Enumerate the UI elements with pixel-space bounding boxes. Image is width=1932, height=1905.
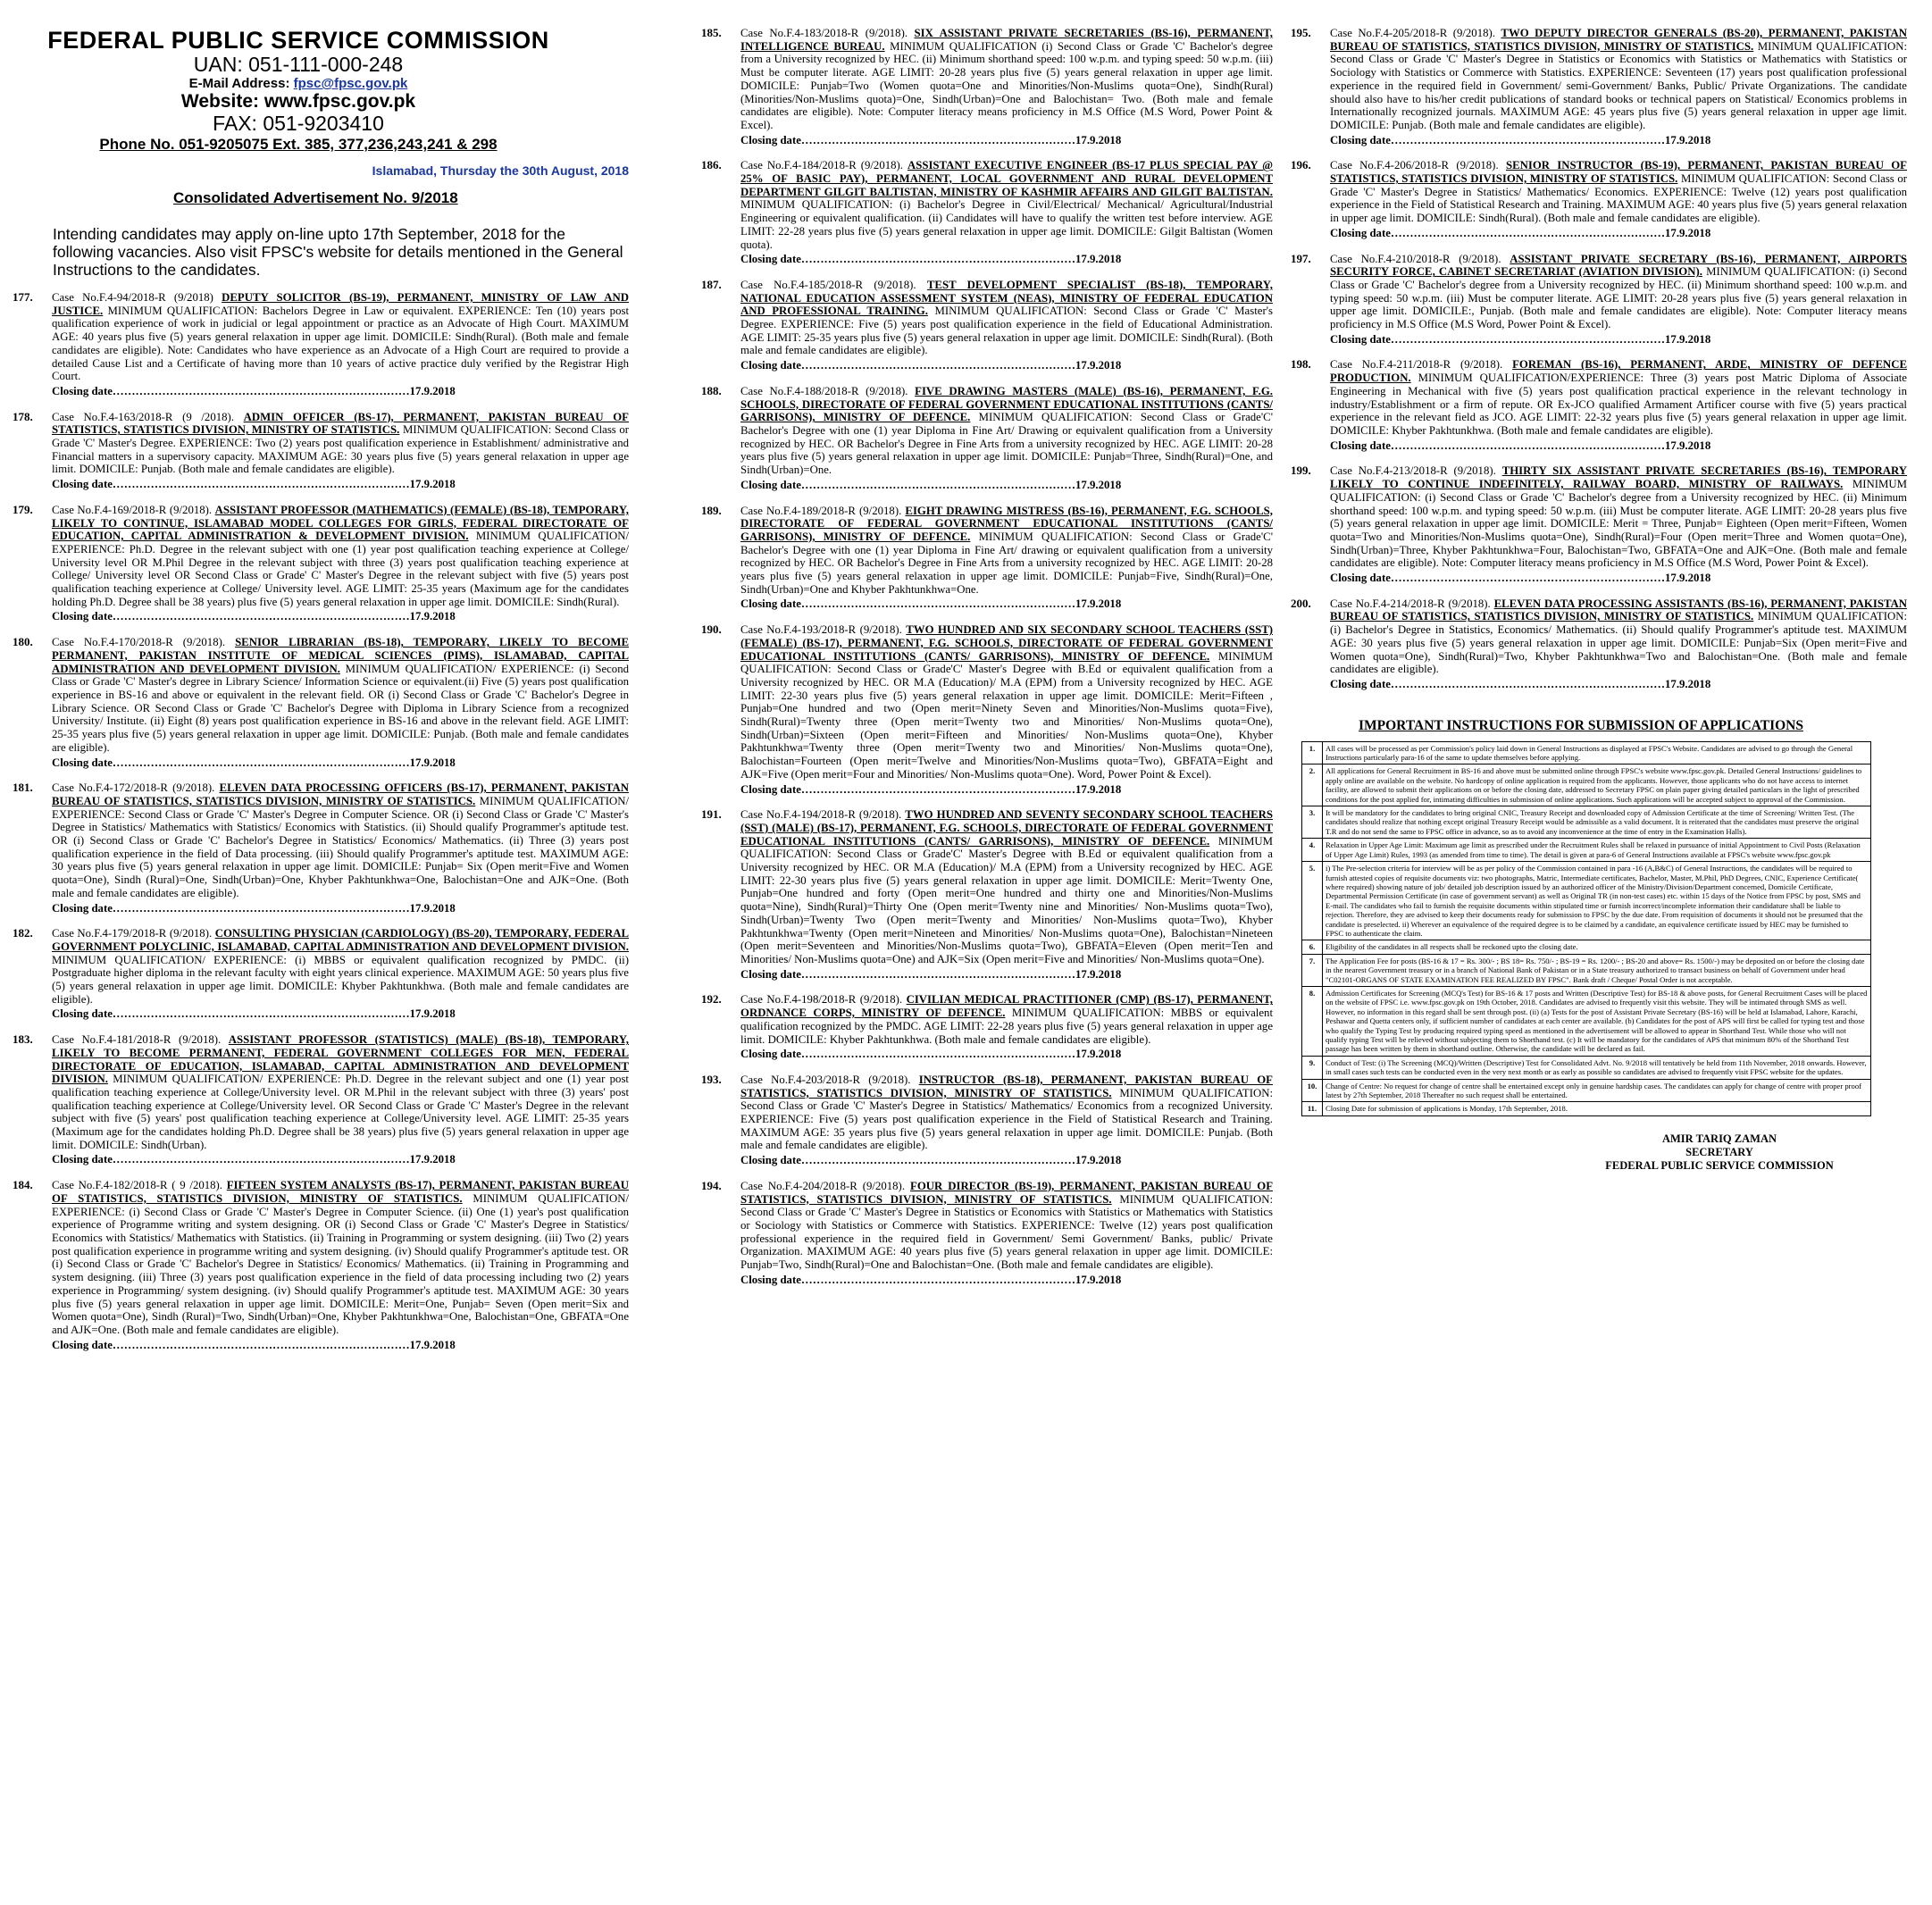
closing-date: Closing date………………………………………………………………17.9.2018: [740, 1048, 1122, 1061]
case-entry: [13, 1179, 629, 1351]
case-entry: [13, 411, 629, 491]
case-number: 182.: [13, 926, 33, 940]
case-reference: Case No.F.4-183/2018-R (9/2018).: [740, 27, 908, 39]
case-number: 198.: [1291, 357, 1311, 372]
case-entry: [13, 1033, 629, 1166]
instruction-number: 4.: [1302, 839, 1323, 862]
case-entry: [1291, 597, 1907, 691]
closing-date: Closing date……………………………………………………………………17.9.2018: [52, 756, 456, 769]
case-details: MINIMUM QUALIFICATION: Second Class or Grade'C' Master's Degree with B.Ed or equivalent qualification from a University recognized by HEC. OR M.A (Education)/ M.A (EPM) from a University recognized by HEC. AGE LIMIT: 22-30 years plus five (5) years general relaxation in upper age limit. DOMICILE: Merit=Twenty One, Punjab=One hundred and forty (Open merit=One hundred and thirty one and Minorities/Non-Muslims quota=Nine), Sindh(Rural)=Thirty One (Open merit=Twenty nine and Minorities/ Non-Muslims quota=Two), Sindh(Urban)=Twenty Two (Open merit=Twenty and Minorities/ Non-Muslims quota=Two), Khyber Pakhtunkhwa=Twenty (Open merit=Nineteen and Minorities/ Non-Muslims quota=One), Balochistan=Nineteen (Open merit=Seventeen and Minorities/Non-Muslims quota=Two), GBFATA=Eleven (Open merit=Ten and Minorities/ Non-Muslims quota=One) and AJK=Six (Open merit=Five and Minorities/ Non-Muslims quota=One).: [740, 834, 1273, 965]
post-title: TEST DEVELOPMENT SPECIALIST (BS-18), TEMPORARY, NATIONAL EDUCATION ASSESSMENT SYSTEM (NEAS), MINISTRY OF FEDERAL EDUCATION AND PROFESSIONAL TRAINING.: [740, 278, 1273, 318]
case-reference: Case No.F.4-206/2018-R (9/2018).: [1330, 159, 1499, 172]
case-reference: Case No.F.4-214/2018-R (9/2018).: [1330, 597, 1491, 610]
case-reference: Case No.F.4-94/2018-R (9/2018): [52, 291, 213, 304]
closing-date: Closing date………………………………………………………………17.9.2018: [740, 782, 1122, 796]
masthead: [13, 27, 584, 154]
case-details: MINIMUM QUALIFICATION: Bachelors Degree in Law or equivalent. EXPERIENCE: Ten (10) years post qualification experience of work in judicial or legal appointment or practice as an Advocate of High Court. MAXIMUM AGE: 40 years plus five (5) years general relaxation in upper age limit. DOMICILE: Sindh(Rural). (Both male and female candidates are eligible). Note: Candidates who have experience as an Advocate of a High Court are required to provide a detailed Cause List and a Certificate of having more than 10 years of active practice duly verified by the Registrar High Court.: [52, 304, 629, 383]
post-title: EIGHT DRAWING MISTRESS (BS-16), PERMANENT, F.G. SCHOOLS, DIRECTORATE OF FEDERAL GOVERNMENT EDUCATIONAL INSTITUTIONS (CANTS/ GARRISONS), MINISTRY OF DEFENCE.: [740, 504, 1273, 543]
case-reference: Case No.F.4-211/2018-R (9/2018).: [1330, 358, 1503, 372]
case-details: MINIMUM QUALIFICATION/ EXPERIENCE: (i) MBBS or equivalent qualification recognized by PMDC. (ii) Postgraduate higher diploma in the relevant faculty with eight years clinical experience. MAXIMUM AGE: 50 years plus five (5) years general relaxation in upper age limit. DOMICILE: Khyber Pakhtunkhwa. (Both male and female candidates are eligible).: [52, 953, 629, 1006]
instruction-text: i) The Pre-selection criteria for interview will be as per policy of the Commission contained in para -16 (A,B&C) of General Instructions, the candidates will be required to furnish attested copies of requisite documents viz: two photographs, Matric, Intermediate certificates, Bachelor, Master, M.Phil, PhD Degrees, CNIC, Experience Certificate( where required) showing nature of job/ detailed job description issued by an authorized officer of the Ministry/Division/Department concerned, Domicile Certificate, Departmental Permission Certificate (in case of government servant) as well as Original TR (in non-test cases) etc. within 15 days of the Notice from FPSC by post, SMS and E-mail. The candidates who fail to furnish the requisite documents within stipulated time or furnish incorrect/incomplete information their candidature shall be liable to rejection. Therefore, they are advised to keep their documents ready for submission to FPSC by the due date. From requisition of documents it should not be presumed that the candidate is preselected. ii) Wherever an equivalence of the required degree is to be claimed by a candidate, an equivalence certificate issued by HEC may be furnished to FPSC to authenticate the claim.: [1323, 862, 1871, 940]
instruction-text: Relaxation in Upper Age Limit: Maximum age limit as prescribed under the Recruitment Rules shall be relaxed in pursuance of initial Appointment to Civil Posts (Relaxation of Upper Age Limit) Rules, 1993 (as amended from time to time). The detail is given at para-6 of General Instructions available at FPSC's website www.fpsc.gov.pk: [1323, 839, 1871, 862]
post-title: SIX ASSISTANT PRIVATE SECRETARIES (BS-16), PERMANENT, INTELLIGENCE BUREAU.: [740, 27, 1273, 53]
case-number: 188.: [701, 383, 722, 397]
closing-date: Closing date……………………………………………………………………17.9.2018: [52, 1153, 456, 1166]
instruction-number: 9.: [1302, 1056, 1323, 1079]
email-line: [13, 76, 584, 91]
case-reference: Case No.F.4-194/2018-R (9/2018).: [740, 808, 902, 822]
post-title: SENIOR LIBRARIAN (BS-18), TEMPORARY, LIKELY TO BECOME PERMANENT, PAKISTAN INSTITUTE OF MEDICAL SCIENCES (PIMS), ISLAMABAD, CAPITAL ADMINISTRATION AND DEVELOPMENT DIVISION.: [52, 636, 630, 675]
instruction-text: Closing Date for submission of applications is Monday, 17th September, 2018.: [1323, 1102, 1871, 1115]
closing-date: Closing date……………………………………………………………………17.9.2018: [52, 901, 456, 915]
case-entry: [701, 1180, 1273, 1287]
instruction-row: [1302, 1102, 1871, 1115]
instruction-row: [1302, 806, 1871, 839]
case-reference: Case No.F.4-182/2018-R ( 9 /2018).: [52, 1179, 222, 1192]
case-reference: Case No.F.4-204/2018-R (9/2018).: [740, 1179, 906, 1192]
instruction-text: Change of Centre: No request for change of centre shall be entertained except only in genuine hardship cases. The candidates can apply for change of centre with proper proof latest by 27th September, 2018 Thereafter no such request shall be entertained.: [1323, 1079, 1871, 1102]
case-details: MINIMUM QUALIFICATION: (i) Second Class or Grade 'C' Bachelor's degree from a University recognized by HEC. (ii) Minimum shorthand speed: 100 w.p.m. and typing speed: 50 w.p.m. (iii) Must be computer literate. AGE LIMIT: 20-28 years plus five (5) years general relaxation in upper age limit. DOMICILE: Merit = Three, Punjab= Eighteen (Open merit=Fifteen, Women quota=Two and Minorities/Non-Muslims quota=One), Sindh(Rural)=Four (Open merit=Three and Women quota=One), Sindh(Urban)=Three, Khyber Pakhtunkhwa=Four, Balochistan=Two, GBFATA=One and AJK=One. (Both male and female candidates are eligible). Note: Computer literacy means proficiency in M.S Office (M.S Word, Power Point & Excel).: [1330, 478, 1908, 570]
case-number: 192.: [701, 992, 722, 1007]
uan-number: UAN: 051-111-000-248: [193, 53, 404, 76]
instruction-text: All cases will be processed as per Commission's policy laid down in General Instructions as displayed at FPSC's Website. Candidates are advised to go through the General Instructions particularly para-16 of the same to update themselves before applying.: [1323, 741, 1871, 765]
post-title: ELEVEN DATA PROCESSING OFFICERS (BS-17), PERMANENT, PAKISTAN BUREAU OF STATISTICS, STATISTICS DIVISION, MINISTRY OF STATISTICS.: [52, 781, 629, 807]
post-title: CONSULTING PHYSICIAN (CARDIOLOGY) (BS-20), TEMPORARY, FEDERAL GOVERNMENT POLYCLINIC, ISLAMABAD, CAPITAL ADMINISTRATION AND DEVELOPMENT DIVISION.: [52, 927, 629, 953]
case-number: 187.: [701, 277, 722, 291]
case-entry: [1291, 253, 1907, 347]
email-link[interactable]: fpsc@fpsc.gov.pk: [293, 76, 408, 91]
post-title: INSTRUCTOR (BS-18), PERMANENT, PAKISTAN BUREAU OF STATISTICS, STATISTICS DIVISION, MINISTRY OF STATISTICS.: [740, 1073, 1273, 1099]
case-details: MINIMUM QUALIFICATION: Second Class or Grade'C' Bachelor's Degree with one (1) year Diploma in Fine Art/ Drawing or equivalent qualification from a University recognized by HEC. OR Bachelor's Degree in Fine Arts from a university recognized by HEC. AGE LIMIT: 20-28 years plus five (5) years general relaxation in upper age limit. DOMICILE: Punjab=Three, Sindh(Rural)=One, and Sindh(Urban)=One.: [740, 411, 1274, 477]
case-reference: Case No.F.4-213/2018-R (9/2018).: [1330, 464, 1496, 478]
case-entry: [13, 504, 629, 623]
post-title: TWO HUNDRED AND SIX SECONDARY SCHOOL TEACHERS (SST) (FEMALE) (BS-17), PERMANENT, F.G. SCHOOLS, DIRECTORATE OF FEDERAL GOVERNMENT EDUCATIONAL INSTITUTIONS (CANTS/ GARRISONS), MINISTRY OF DEFENCE.: [740, 623, 1273, 663]
case-entry: [1291, 159, 1907, 239]
instruction-row: [1302, 765, 1871, 806]
case-reference: Case No.F.4-169/2018-R (9/2018).: [52, 503, 213, 516]
instruction-number: 6.: [1302, 940, 1323, 954]
case-details: MINIMUM QUALIFICATION: (i) Second Class or Grade 'C' Bachelor's degree from a University recognized by HEC. (ii) Minimum shorthand speed: 100 w.p.m. and typing speed: 50 w.p.m. (iii) Must be computer literate. AGE LIMIT: 20-28 years plus five (5) years general relaxation in upper age limit. DOMICILE:, Punjab. (Both male and female candidates are eligible). Note: Computer literacy means proficiency in M.S Office (M.S Word, Power Point & Excel).: [1330, 265, 1907, 331]
case-number: 194.: [701, 1178, 722, 1192]
case-entry: [701, 623, 1273, 796]
column-1: [13, 27, 629, 1364]
case-list-2: [701, 27, 1273, 1286]
closing-date: Closing date……………………………………………………………………17.9.2018: [52, 478, 456, 491]
case-reference: Case No.F.4-193/2018-R (9/2018).: [740, 623, 902, 637]
case-reference: Case No.F.4-170/2018-R (9/2018).: [52, 636, 226, 649]
case-entry: [701, 159, 1273, 266]
case-entry: [1291, 358, 1907, 452]
closing-date: Closing date………………………………………………………………17.9.2018: [740, 1273, 1122, 1286]
case-reference: Case No.F.4-188/2018-R (9/2018).: [740, 384, 908, 397]
case-details: MINIMUM QUALIFICATION: Second Class or Grade 'C' Master's Degree. EXPERIENCE: Two (2) years post qualification experience in Establishment/ administrative and Financial matters in a supervisory capacity. MAXIMUM AGE: 30 years plus five (5) years general relaxation in upper age limit. DOMICILE: Punjab. (Both male and female candidates are eligible).: [52, 423, 629, 476]
case-details: MINIMUM QUALIFICATION/ EXPERIENCE: (i) Second Class or Grade 'C' Master's degree in Library Science/ Information Science or equivalent.(ii) Five (5) years post qualification experience in BS-16 and above or equivalent in the relevant field. OR (i) Second Class or Grade 'C' Bachelor's Degree in Library Science. OR Second Class or Grade 'C' Bachelor's Degree with Diploma in Library Science from a recognized University/ Institute. (ii) Eight (8) years post qualification experience in BS-16 and above in the relevant field. AGE LIMIT: 25-35 years plus five (5) years general relaxation in upper age limit. DOMICILE: Punjab. (Both male and female candidates are eligible).: [52, 662, 629, 754]
closing-date: Closing date………………………………………………………………17.9.2018: [1330, 133, 1711, 146]
case-number: 183.: [13, 1032, 33, 1047]
case-details: MINIMUM QUALIFICATION: MBBS or equivalent qualification recognized by the PMDC. AGE LIMIT: 22-28 years plus five (5) years general relaxation in upper age limit. DOMICILE: Khyber Pakhtunkhwa. (Both male and female candidates are eligible).: [740, 1007, 1273, 1046]
instruction-text: Admission Certificates for Screening (MCQ's Test) for BS-16 & 17 posts and Written (Descriptive Test) for BS-18 & above posts, for General Recruitment Cases will be placed on the website of FPSC i.e. www.fpsc.gov.pk on 19th October, 2018. Candidates are advised to frequently visit this website. They will be intimated through SMS as well. However, no information in this regard shall be sent through post. (ii) (a) Tests for the post of Assistant Private Secretary (BS-16) will be held at Islamabad, Lahore, Karachi, Peshawar and Quetta centers only, if sufficient number of candidates at each center are available. (b) Candidates for the post of APS will first be called for typing test and those who qualify the Typing Test by producing required typing speed as mentioned in the advertisement will be allowed to appear in Shorthand Test. While those who will not qualify typing Test will be relieved without subjecting them to Shorthand test. (c) It will be mandatory for the candidates of APS that minimum 80% of the Shorthand Test passage has been written by them in shorthand outline. Otherwise, the candidate will be declared as fail.: [1323, 986, 1871, 1056]
case-number: 184.: [13, 1178, 33, 1192]
instruction-number: 2.: [1302, 765, 1323, 806]
instruction-row: [1302, 940, 1871, 954]
case-details: MINIMUM QUALIFICATION: Second Class or Grade 'C' Master's Degree. EXPERIENCE: Five (5) years post qualification experience in the field of Educational Administration. AGE LIMIT: 25-35 years plus five (5) years general relaxation in upper age limit. DOMICILE: Sindh(Rural). (Both male and female candidates are eligible).: [740, 305, 1274, 357]
signatory-name: AMIR TARIQ ZAMAN: [1661, 1132, 1777, 1145]
instruction-number: 10.: [1302, 1079, 1323, 1102]
instruction-row: [1302, 839, 1871, 862]
closing-date: Closing date………………………………………………………………17.9.2018: [1330, 226, 1711, 239]
case-details: MINIMUM QUALIFICATION/ EXPERIENCE: Ph.D. Degree in the relevant subject with one (1) year post qualification teaching experience at College/ University level OR M.Phil Degree in the relevant subject with three (3) years post qualification teaching experience at College/ University level OR Second Class or Grade' C' Master's Degree in the relevant subject with five (5) years post qualification teaching experience at College/ University level. AGE LIMIT: 25-35 years (Maximum age for the candidates holding Ph.D. Degree shall be 38 years) plus five (5) years general relaxation in upper age limit. DOMICILE: Sindh(Rural).: [52, 530, 630, 608]
case-details: MINIMUM QUALIFICATION: (i) Bachelor's Degree in Civil/Electrical/ Mechanical/ Agricultural/Industrial Engineering or equivalent qualification. (ii) Candidates will have to qualify the written test before interview. AGE LIMIT: 22-28 years plus five (5) years general relaxation in upper age limit. DOMICILE: Gilgit Baltistan (Women quota).: [740, 198, 1273, 251]
post-title: ELEVEN DATA PROCESSING ASSISTANTS (BS-16), PERMANENT, PAKISTAN BUREAU OF STATISTICS, STATISTICS DIVISION, MINISTRY OF STATISTICS.: [1330, 597, 1908, 623]
closing-date: Closing date………………………………………………………………17.9.2018: [740, 478, 1122, 491]
website-line: Website: www.fpsc.gov.pk: [180, 91, 416, 112]
post-title: ASSISTANT PRIVATE SECRETARY (BS-16), PERMANENT, AIRPORTS SECURITY FORCE, CABINET SECRETARIAT (AVIATION DIVISION).: [1330, 252, 1907, 279]
case-reference: Case No.F.4-172/2018-R (9/2018).: [52, 781, 215, 795]
case-entry: [701, 993, 1273, 1061]
closing-date: Closing date………………………………………………………………17.9.2018: [740, 253, 1122, 266]
post-title: ASSISTANT EXECUTIVE ENGINEER (BS-17 PLUS SPECIAL PAY @ 25% OF BASIC PAY), PERMANENT, LOCAL GOVERNMENT AND RURAL DEVELOPMENT DEPARTMENT GILGIT BALTISTAN, MINISTRY OF KASHMIR AFFAIRS AND GILGIT BALTISTAN.: [740, 159, 1274, 198]
post-title: FOREMAN (BS-16), PERMANENT, ARDE, MINISTRY OF DEFENCE PRODUCTION.: [1330, 358, 1908, 385]
case-reference: Case No.F.4-185/2018-R (9/2018).: [740, 278, 916, 291]
case-entry: [13, 781, 629, 915]
case-reference: Case No.F.4-179/2018-R (9/2018).: [52, 927, 213, 940]
instruction-row: [1302, 1056, 1871, 1079]
case-entry: [701, 505, 1273, 612]
case-entry: [701, 27, 1273, 146]
instruction-row: [1302, 986, 1871, 1056]
email-label: E-Mail Address:: [188, 76, 290, 91]
case-entry: [1291, 27, 1907, 146]
org-name: FEDERAL PUBLIC SERVICE COMMISSION: [47, 27, 549, 54]
issue-date: Islamabad, Thursday the 30th August, 2018: [372, 163, 629, 178]
closing-date: Closing date……………………………………………………………………17.9.2018: [52, 384, 456, 397]
case-number: 181.: [13, 781, 33, 795]
closing-date: Closing date………………………………………………………………17.9.2018: [740, 1154, 1122, 1167]
case-entry: [13, 291, 629, 398]
case-list-1: [13, 291, 629, 1351]
case-entry: [701, 385, 1273, 492]
instruction-row: [1302, 1079, 1871, 1102]
case-details: MINIMUM QUALIFICATION: Second Class or Grade'C' Bachelor's Degree with one (1) year Diploma in Fine Art/ drawing or equivalent qualification from a university recognized by HEC. OR Bachelor's Degree in Fine Arts from a university recognized by HEC. AGE LIMIT: 20-28 years plus five (5) years general relaxation in upper age limit. DOMICILE: Punjab=Five, Sindh(Rural)=One, Sindh(Urban)=One and Khyber Pakhtunkhwa=One.: [740, 530, 1274, 596]
signatory-org: FEDERAL PUBLIC SERVICE COMMISSION: [1605, 1158, 1834, 1172]
intro-text: Intending candidates may apply on-line upto 17th September, 2018 for the following vacancies. Also visit FPSC's website for details mentioned in the General Instructions to the candidates.: [53, 225, 623, 279]
instruction-number: 1.: [1302, 741, 1323, 765]
case-reference: Case No.F.4-198/2018-R (9/2018).: [740, 993, 903, 1007]
case-reference: Case No.F.4-189/2018-R (9/2018).: [740, 504, 902, 517]
case-details: MINIMUM QUALIFICATION/ EXPERIENCE: Second Class or Grade 'C' Master's Degree in Computer Science. OR (i) Second Class or Grade 'C' Master's Degree in Statistics/ Mathematics with Statistics/ Economics with Statistics. (ii) Should qualify Programmer's aptitude test. OR (i) Second Class or Grade 'C' Bachelor's Degree in Statistics/ Economics/ Mathematics. (ii) Three (3) years post qualification experience in the field of Data processing. (iii) Should qualify Programmer's aptitude test. MAXIMUM AGE: 30 years plus five (5) years general relaxation in upper age limit. DOMICILE: Punjab= Six (Open merit=Five and Women quota=One), Sindh (Rural)=One, Sindh(Urban)=One, Khyber Pakhtunkhwa=One, Balochistan=One and AJK=One. (Both male and female candidates are eligible).: [52, 794, 630, 899]
post-title: THIRTY SIX ASSISTANT PRIVATE SECRETARIES (BS-16), TEMPORARY LIKELY TO CONTINUE INDEFINITELY, RAILWAY BOARD, MINISTRY OF RAILWAYS.: [1330, 464, 1908, 491]
signature-block: [1532, 1132, 1907, 1173]
instruction-row: [1302, 954, 1871, 986]
closing-date: Closing date………………………………………………………………17.9.2018: [740, 967, 1122, 981]
case-entry: [1291, 464, 1907, 584]
case-details: MINIMUM QUALIFICATION: Second Class or Grade 'C' Master's Degree in Statistics/ Mathematics/ Economics from a recognized University. EXPERIENCE: Five (5) years post qualification experience in the Field of Statistical Research and Training. MAXIMUM AGE: 35 years plus five (5) years general relaxation in upper age limit. DOMICILE: Punjab. (Both male and female candidates are eligible).: [740, 1086, 1273, 1152]
case-number: 200.: [1291, 596, 1311, 610]
case-number: 185.: [701, 26, 722, 39]
closing-date: Closing date………………………………………………………………17.9.2018: [1330, 332, 1711, 346]
case-details: MINIMUM QUALIFICATION: Second Class or Grade 'C' Master's Degree in Statistics or Economics with Statistics or Mathematics with Statistics or Sociology with Statistics or Commerce with Statistics. EXPERIENCE: Seventeen (17) years post qualification professional experience in the required field in Government/ semi-Government/ Banks, Public/ Private Organizations. The candidate should also have to his/her credit publications of standard books or technical papers on Statistical/ Economics problems in Internationally recognized journals. MAXIMUM AGE: 45 years plus five (5) years general relaxation in upper age limit. DOMICILE: Punjab. (Both male and female candidates are eligible).: [1330, 39, 1908, 131]
closing-date: Closing date………………………………………………………………17.9.2018: [1330, 677, 1711, 690]
case-details: MINIMUM QUALIFICATION: Second Class or Grade 'C' Master's Degree in Statistics/ Mathematics/ Economics. EXPERIENCE: Twelve (12) years post qualification experience in the Field of Statistical Research and Training. MAXIMUM AGE: 40 years plus five (5) years general relaxation in upper age limit. DOMICILE: Sindh(Rural). (Both male and female candidates are eligible).: [1330, 172, 1907, 225]
post-title: SENIOR INSTRUCTOR (BS-19), PERMANENT, PAKISTAN BUREAU OF STATISTICS, STATISTICS DIVISION, MINISTRY OF STATISTICS.: [1330, 159, 1908, 186]
case-entry: [13, 636, 629, 769]
case-entry: [13, 927, 629, 1021]
post-title: CIVILIAN MEDICAL PRACTITIONER (CMP) (BS-17), PERMANENT, ORDNANCE CORPS, MINISTRY OF DEFENCE.: [740, 993, 1273, 1020]
case-details: MINIMUM QUALIFICATION/EXPERIENCE: Three (3) years post Matric Diploma of Associate Engineering in Mechanical with five (5) years post qualification practical experience in the relevant technology in industry/Establishment or a firm of repute. OR Ex-JCO qualified Armament Artificer course with five (5) years practical experience in the relevant field as JCO. AGE LIMIT: 22-32 years plus five (5) years general relaxation in upper age limit. DOMICILE: Khyber Pakhtunkhwa. (Both male and female candidates are eligible).: [1330, 372, 1907, 437]
instructions-title: IMPORTANT INSTRUCTIONS FOR SUBMISSION OF APPLICATIONS: [1359, 717, 1803, 733]
case-entry: [701, 808, 1273, 981]
post-title: FIVE DRAWING MASTERS (MALE) (BS-16), PERMANENT, F.G. SCHOOLS, DIRECTORATE OF FEDERAL GOVERNMENT EDUCATIONAL INSTITUTIONS (CANTS/ GARRISONS), MINISTRY OF DEFENCE.: [740, 384, 1273, 424]
instruction-number: 7.: [1302, 954, 1323, 986]
case-entry: [701, 1074, 1273, 1167]
case-reference: Case No.F.4-181/2018-R (9/2018).: [52, 1033, 222, 1047]
case-details: MINIMUM QUALIFICATION: Second Class or Grade'C' Master's Degree with B.Ed or equivalent qualification from a University recognized by HEC. OR M.A (Education)/ M.A (EPM) from a University recognized by HEC. AGE LIMIT: 22-30 years plus five (5) years general relaxation in upper age limit. DOMICILE: Merit=Fifteen , Punjab=One hundred and two (Open merit=Ninety Seven and Minorities/Non-Muslims quota=Five), Sindh(Rural)=Twenty three (Open merit=Twenty two and Minorities/ Non-Muslims quota=One), Sindh(Urban)=Sixteen (Open merit=Fifteen and Minorities/ Non-Muslims quota=One), Khyber Pakhtunkhwa=Twenty three (Open merit=Twenty two and Minorities/ Non-Muslims quota=One), Balochistan=Fourteen (Open merit=Twelve and Minorities/Non-Muslims quota=Two), GBFATA=Eight and AJK=Five (Open merit=Four and Minorities/ Non-Muslims quota=One). Word, Power Point & Excel).: [740, 649, 1273, 781]
case-reference: Case No.F.4-210/2018-R (9/2018).: [1330, 252, 1501, 265]
post-title: FIFTEEN SYSTEM ANALYSTS (BS-17), PERMANENT, PAKISTAN BUREAU OF STATISTICS, STATISTICS DIVISION, MINISTRY OF STATISTICS.: [52, 1179, 629, 1205]
closing-date: Closing date………………………………………………………………17.9.2018: [1330, 572, 1711, 585]
case-reference: Case No.F.4-184/2018-R (9/2018).: [740, 159, 903, 172]
case-details: MINIMUM QUALIFICATION/ EXPERIENCE: Ph.D. Degree in the relevant subject and one (1) year post qualification teaching experience at College/University level. OR M.Phil in the relevant subject with three (3) years' post qualification teaching experience at College/University level. OR Second Class or Grade 'C' Master's Degree in the relevant subject with five (5) years' post qualification teaching experience at College/University level. AGE LIMIT: 25-35 years (Maximum age for the candidates holding Ph.D. Degree shall be 38 years) plus five (5) years general relaxation in upper age limit. DOMICILE: Sindh(Urban).: [52, 1073, 629, 1151]
case-details: MINIMUM QUALIFICATION: Second Class or Grade 'C' Master's Degree in Statistics or Economics with Statistics or Mathematics with Statistics or Sociology with Statistics or Commerce with Statistics. EXPERIENCE: Twelve (12) years post qualification professional experience in the required field in Government/ Semi Government/ Banks, public/ Private Organization. MAXIMUM AGE: 40 years plus five (5) years general relaxation in upper age limit. DOMICILE: Punjab=Two, Sindh(Rural)=One and Balochistan=One. (Both male and female candidates are eligible).: [740, 1192, 1273, 1272]
closing-date: Closing date……………………………………………………………………17.9.2018: [52, 1338, 456, 1351]
case-details: MINIMUM QUALIFICATION (i) Second Class or Grade 'C' Bachelor's degree from a University recognized by HEC. (ii) Minimum shorthand speed: 100 w.p.m. and typing speed: 50 w.p.m. (iii) Must be computer literate. AGE LIMIT: 20-28 years plus five (5) years general relaxation in upper age limit. DOMICILE: Punjab=Two (Women quota=One and Minorities/Non-Muslims quota=One), Sindh(Rural) (Minorities/Non-Muslims quota)=One, Sindh(Urban)=One and Balochistan= Two. (Both male and female candidates are eligible). Note: Computer literacy means proficiency in M.S Office (M.S Word, Power Point & Excel).: [740, 39, 1273, 131]
instruction-number: 8.: [1302, 986, 1323, 1056]
case-list-3: [1291, 27, 1907, 691]
instruction-row: [1302, 741, 1871, 765]
instruction-text: The Application Fee for posts (BS-16 & 17 = Rs. 300/- ; BS 18= Rs. 750/- ; BS-19 = Rs. 1200/- ; BS-20 and above= Rs. 1500/-) may be deposited on or before the closing date in the nearest Government treasury or in a branch of National Bank of Pakistan or in a State treasury authorized to transact business on behalf of Government under head "C02101-ORGANS OF STATE EXAMINATION FEE REALIZED BY FPSC". Bank draft / Cheque/ Postal Order is not acceptable.: [1323, 954, 1871, 986]
case-reference: Case No.F.4-205/2018-R (9/2018).: [1330, 27, 1495, 39]
column-2: [701, 27, 1273, 1299]
case-number: 190.: [701, 622, 722, 637]
instructions-table: [1301, 741, 1871, 1116]
instruction-row: [1302, 862, 1871, 940]
post-title: FOUR DIRECTOR (BS-19), PERMANENT, PAKISTAN BUREAU OF STATISTICS, STATISTICS DIVISION, MINISTRY OF STATISTICS.: [740, 1179, 1274, 1206]
case-number: 193.: [701, 1072, 722, 1086]
case-details: MINIMUM QUALIFICATION/ EXPERIENCE: (i) Second Class or Grade 'C' Master's Degree in Computer Science. (ii) One (1) year's post qualification experience of Programme writing and system designing. OR (i) Second Class or Grade 'C' Master's Degree in Statistics/ Economics with Statistics/ Mathematics with Statistics. (ii) Training in Programming or system designing. (iii) Two (2) years post qualification experience in programme writing and system designing. (iv) Should qualify Programmer's aptitude test. OR (i) Second Class or Grade 'C' Bachelor's Degree in Statistics/ Economics/ Mathematics. (ii) Training in Programming and system designing. (iii) Three (3) years post qualification experience in the field of data processing including two (2) years experience in Programming/ system designing. (iv) Should qualify Programmer's aptitude test. MAXIMUM AGE: 30 years plus five (5) years general relaxation in upper age limit. DOMICILE: Merit=One, Punjab= Seven (Open merit=Six and Women quota=One), Sindh (Rural)=Two, Sindh(Urban)=One, Khyber Pakhtunkhwa=One, Balochistan=One, GBFATA=One and AJK=One. (Both male and female candidates are eligible).: [52, 1191, 630, 1336]
instruction-text: All applications for General Recruitment in BS-16 and above must be submitted online through FPSC's website www.fpsc.gov.pk. Detailed General Instructions/ guidelines to apply online are available on the website. No hardcopy of online application is required from the applicants. However, those applicants who do not have access to internet facility, are allowed to submit their applications on or before the closing date, addressed to Secretary FPSC on plain paper giving detailed particulars in the light of prescribed conditions for the post applied for, intimating difficulties in submission of online applications. Such applications will be accepted subject to approval of the Commission.: [1323, 765, 1871, 806]
post-title: TWO DEPUTY DIRECTOR GENERALS (BS-20), PERMANENT, PAKISTAN BUREAU OF STATISTICS, STATISTICS DIVISION, MINISTRY OF STATISTICS.: [1330, 27, 1908, 53]
phone-line: Phone No. 051-9205075 Ext. 385, 377,236,243,241 & 298: [99, 136, 498, 153]
case-number: 195.: [1291, 26, 1311, 39]
case-details: MINIMUM QUALIFICATION: (i) Bachelor's Degree in Statistics, Economics/ Mathematics. (ii) Should qualify Programmer's aptitude test. MAXIMUM AGE: 30 years plus five (5) years general relaxation in upper age limit. DOMICILE: Punjab=Six (Open merit=Five and Women quota=One), Sindh(Rural)=Two, Khyber Pakhtunkhwa=Two and Balochistan=One. (Both male and female candidates are eligible).: [1330, 610, 1908, 676]
post-title: ASSISTANT PROFESSOR (MATHEMATICS) (FEMALE) (BS-18), TEMPORARY, LIKELY TO CONTINUE, ISLAMABAD MODEL COLLEGES FOR GIRLS, FEDERAL DIRECTORATE OF EDUCATION, CAPITAL ADMINISTRATION & DEVELOPMENT DIVISION.: [52, 503, 630, 543]
post-title: ASSISTANT PROFESSOR (STATISTICS) (MALE) (BS-18), TEMPORARY, LIKELY TO BECOME PERMANENT, FEDERAL GOVERNMENT COLLEGES FOR MEN, FEDERAL DIRECTORATE OF EDUCATION, ISLAMABAD, CAPITAL ADMINISTRATION AND DEVELOPMENT DIVISION.: [52, 1033, 629, 1086]
case-number: 196.: [1291, 158, 1311, 172]
case-entry: [701, 279, 1273, 372]
advertisement-title: Consolidated Advertisement No. 9/2018: [173, 189, 458, 206]
column-3: [1291, 27, 1907, 1173]
post-title: ADMIN OFFICER (BS-17), PERMANENT, PAKISTAN BUREAU OF STATISTICS, STATISTICS DIVISION, MINISTRY OF STATISTICS.: [52, 410, 629, 437]
instruction-text: Eligibility of the candidates in all respects shall be reckoned upto the closing date.: [1323, 940, 1871, 954]
closing-date: Closing date………………………………………………………………17.9.2018: [1330, 439, 1711, 452]
case-reference: Case No.F.4-203/2018-R (9/2018).: [740, 1073, 911, 1086]
closing-date: Closing date………………………………………………………………17.9.2018: [740, 359, 1122, 372]
case-number: 199.: [1291, 464, 1311, 478]
closing-date: Closing date……………………………………………………………………17.9.2018: [52, 610, 456, 623]
signatory-designation: SECRETARY: [1685, 1145, 1753, 1158]
case-reference: Case No.F.4-163/2018-R (9 /2018).: [52, 410, 234, 423]
case-number: 189.: [701, 503, 722, 517]
instruction-number: 3.: [1302, 806, 1323, 839]
instruction-number: 5.: [1302, 862, 1323, 940]
fax-line: FAX: 051-9203410: [213, 112, 384, 135]
case-number: 178.: [13, 409, 33, 423]
instruction-number: 11.: [1302, 1102, 1323, 1115]
case-number: 179.: [13, 502, 33, 516]
case-number: 177.: [13, 290, 33, 304]
closing-date: Closing date………………………………………………………………17.9.2018: [740, 133, 1122, 146]
post-title: TWO HUNDRED AND SEVENTY SECONDARY SCHOOL TEACHERS (SST) (MALE) (BS-17), PERMANENT, F.G. SCHOOLS, DIRECTORATE OF FEDERAL GOVERNMENT EDUCATIONAL INSTITUTIONS (CANTS/ GARRISONS), MINISTRY OF DEFENCE.: [740, 808, 1274, 848]
case-number: 197.: [1291, 251, 1311, 265]
instruction-text: Conduct of Test: (i) The Screening (MCQ)/Written (Descriptive) Test for Consolidated Advt. No. 9/2018 will tentatively be held from 11th November, 2018 onwards. However, in small cases such tests can be conducted even in the very next month or as early as possible so candidates are advised to frequently visit FPSC website for the updates.: [1323, 1056, 1871, 1079]
post-title: DEPUTY SOLICITOR (BS-19), PERMANENT, MINISTRY OF LAW AND JUSTICE.: [52, 291, 629, 317]
instruction-text: It will be mandatory for the candidates to bring original CNIC, Treasury Receipt and downloaded copy of Admission Certificate at the time of Screening/ Written Test. (The candidates should realize that nothing except original Treasury Receipt would be admissible as a valid document. It is reiterated that the candidates must preserve the original T.R and do not send the same to FPSC office in advance, so as to avoid any inconvenience at the time of entry in the Examination Halls).: [1323, 806, 1871, 839]
closing-date: Closing date……………………………………………………………………17.9.2018: [52, 1007, 456, 1021]
case-number: 191.: [701, 807, 722, 822]
case-number: 186.: [701, 158, 722, 172]
closing-date: Closing date………………………………………………………………17.9.2018: [740, 597, 1122, 611]
case-number: 180.: [13, 635, 33, 649]
